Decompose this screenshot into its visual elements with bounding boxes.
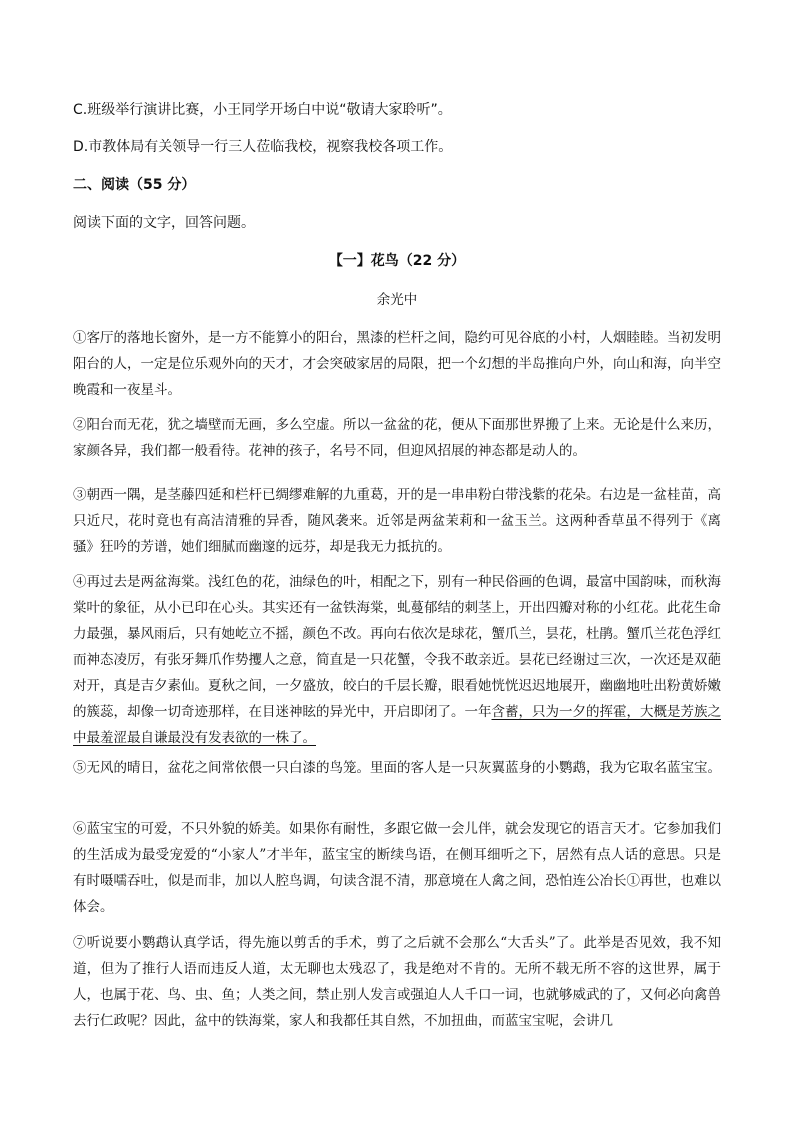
paragraph-5: ⑤无风的晴日，盆花之间常依偎一只白漆的鸟笼。里面的客人是一只灰翼蓝身的小鹦鹉，我为它取名蓝宝宝。 (73, 760, 721, 776)
article-title: 【一】花鸟（22 分） (328, 253, 466, 269)
paragraph-1: ①客厅的落地长窗外，是一方不能算小的阳台，黑漆的栏杆之间，隐约可见谷底的小村，人烟睦睦。当初发明阳台的人，一定是位乐观外向的天才，才会突破家居的局限，把一个幻想的半岛推向户外，向山和海，向半空晚霞和一夜星斗。 (73, 330, 721, 398)
paragraph-4-text: ④再过去是两盆海棠。浅红色的花，油绿色的叶，相配之下，别有一种民俗画的色调，最富中国韵味，而秋海棠叶的象征，从小已印在心头。其实还有一盆铁海棠，虬蔓郁结的刺茎上，开出四瓣对称的小红花。此花生命力最强，暴风雨后，只有她屹立不摇，颜色不改。再向右依次是球花，蟹爪兰，昙花，杜鹃。蟹爪兰花色浮红而神态凌厉，有张牙舞爪作势攫人之意，简直是一只花蟹，令我不敢亲近。昙花已经谢过三次，一次还是双葩对开，真是吉夕素仙。夏秋之间，一夕盛放，皎白的千层长瓣，眼看她恍恍迟迟地展开，幽幽地吐出粉黄娇嫩的簇蕊，却像一切奇迹那样，在目迷神眩的异光中，开启即闭了。一年 (73, 574, 721, 720)
paragraph-2: ②阳台而无花，犹之墙壁而无画，多么空虚。所以一盆盆的花，便从下面那世界搬了上来。无论是什么来历，家颜各异，我们都一般看待。花神的孩子，名号不同，但迎风招展的神态都是动人的。 (73, 417, 721, 459)
paragraph-3: ③朝西一隅，是茎藤四延和栏杆已绸缪难解的九重葛，开的是一串串粉白带浅紫的花朵。右边是一盆桂苗，高只近尺，花时竟也有高洁清雅的异香，随风袭来。近邻是两盆茉莉和一盆玉兰。这两种香草虽不得列于《离骚》狂吟的芳谱，她们细腻而幽邃的远芬，却是我无力抵抗的。 (73, 487, 721, 555)
article-author: 余光中 (376, 292, 418, 308)
reading-instruction: 阅读下面的文字，回答问题。 (73, 215, 255, 231)
option-d: D.市教体局有关领导一行三人莅临我校，视察我校各项工作。 (73, 139, 453, 155)
paragraph-6: ⑥蓝宝宝的可爱，不只外貌的娇美。如果你有耐性，多跟它做一会儿伴，就会发现它的语言天才。它参加我们的生活成为最受宠爱的“小家人”才半年，蓝宝宝的断续鸟语，在侧耳细听之下，居然有点人话的意思。只是有时嗫嚅吞吐，似是而非，加以人腔鸟调，句读含混不清，那意境在人禽之间，恐怕连公冶长①再世，也难以体会。 (73, 821, 721, 915)
option-c: C.班级举行演讲比赛，小王同学开场白中说“敬请大家聆听”。 (73, 102, 452, 118)
paragraph-4-underlined: 含蓄，只为一夕的挥霍，大概是芳族之中最羞涩最自谦最没有发表欲的一株了。 (73, 704, 721, 746)
paragraph-4 (73, 569, 721, 751)
section-heading: 二、阅读（55 分） (73, 177, 196, 193)
paragraph-7: ⑦听说要小鹦鹉认真学话，得先施以剪舌的手术，剪了之后就不会那么“大舌头”了。此举是否见效，我不知道，但为了推行人语而违反人道，太无聊也太残忍了，我是绝对不肯的。无所不载无所不容的这世界，属于人，也属于花、鸟、虫、鱼；人类之间，禁止别人发言或强迫人人千口一词，也就够威武的了，又何必向禽兽去行仁政呢？因此，盆中的铁海棠，家人和我都任其自然，不加扭曲，而蓝宝宝呢，会讲几 (73, 935, 721, 1029)
